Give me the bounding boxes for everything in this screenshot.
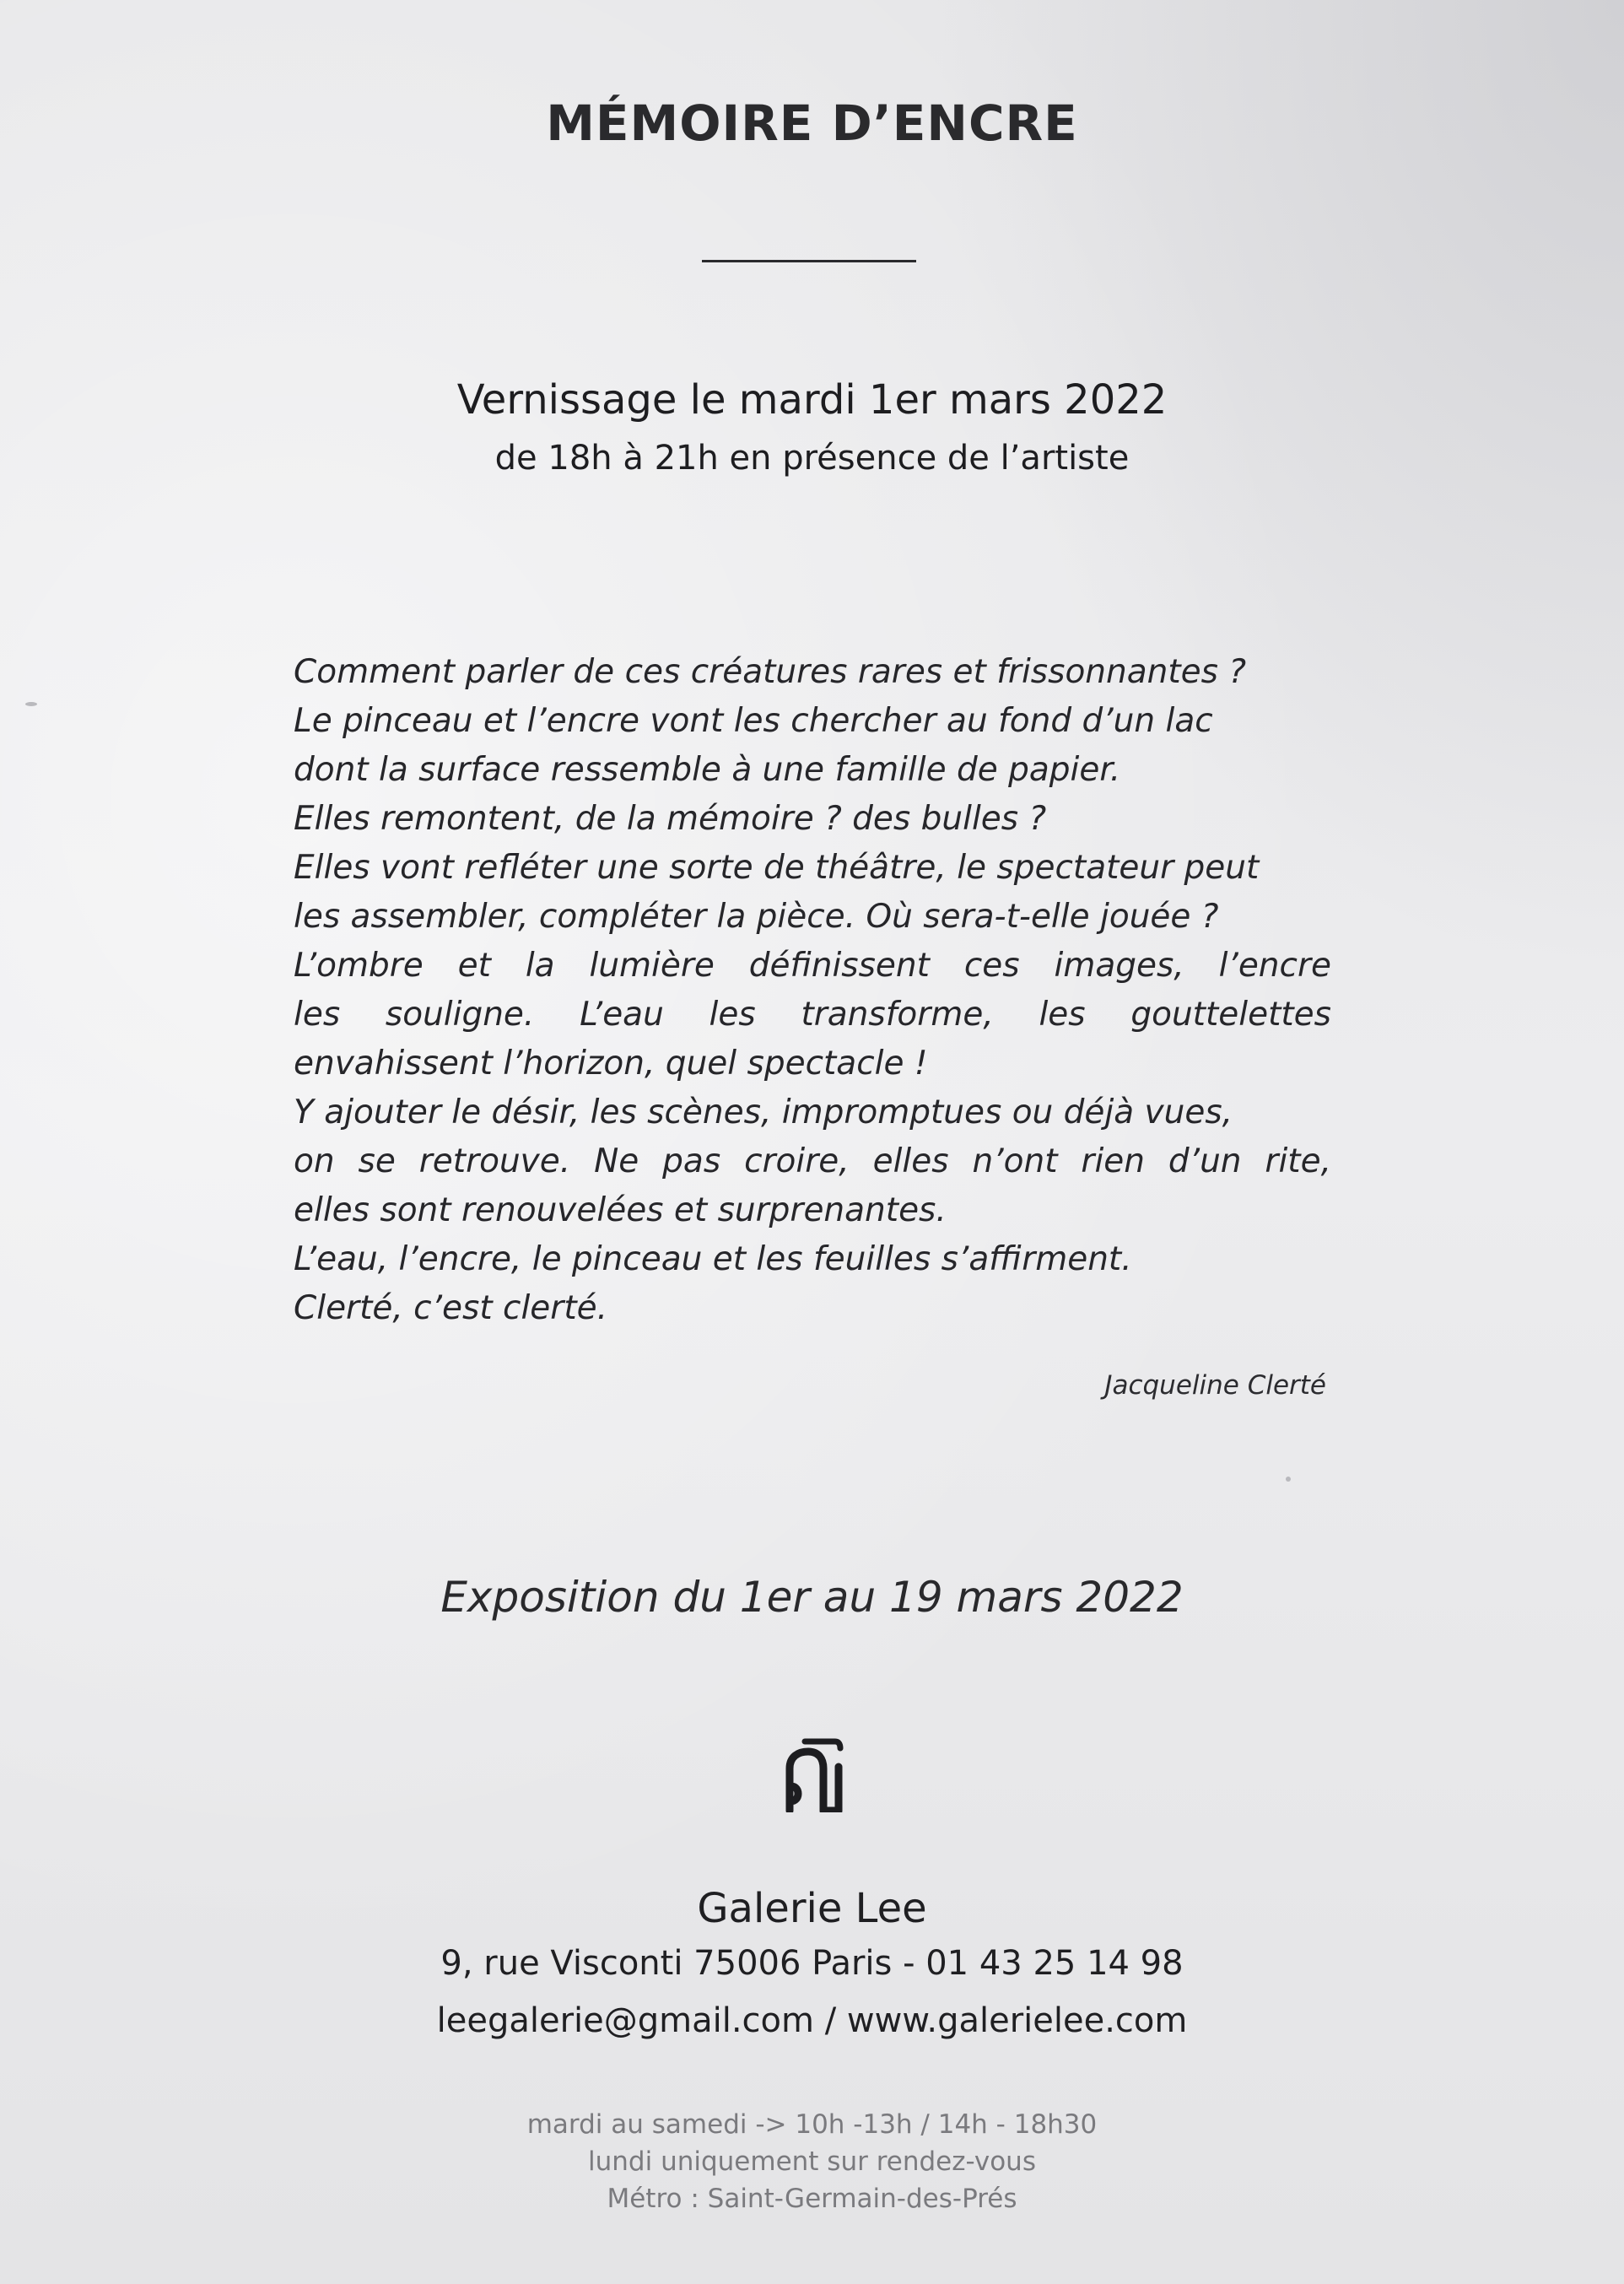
poem-line: Y ajouter le désir, les scènes, impromptues ou déjà vues,	[294, 1093, 1233, 1131]
poem-line: Elles vont refléter une sorte de théâtre, le spectateur peut	[294, 849, 1260, 887]
poem-line: les souligne. L’eau les transforme, les gouttelettes	[294, 996, 1331, 1034]
poem-line: envahissent l’horizon, quel spectacle !	[294, 1045, 928, 1083]
vernissage-hours: de 18h à 21h en présence de l’artiste	[494, 439, 1130, 478]
poem-text	[294, 648, 1331, 1333]
opening-hours: mardi au samedi -> 10h -13h / 14h - 18h30	[526, 2109, 1098, 2140]
gallery-name: Galerie Lee	[697, 1885, 927, 1932]
paper-speck	[25, 702, 37, 706]
poem-line: Le pinceau et l’encre vont les chercher au fond d’un lac	[294, 702, 1213, 740]
gallery-practical-info	[0, 2106, 1624, 2217]
metro-station: Métro : Saint-Germain-des-Prés	[607, 2184, 1017, 2214]
poem-line: elles sont renouvelées et surprenantes.	[294, 1191, 947, 1229]
galerie-lee-logo-icon	[783, 1736, 845, 1812]
paper-speck	[1286, 1477, 1291, 1482]
poem-line: Elles remontent, de la mémoire ? des bulles ?	[294, 800, 1047, 838]
poem-line: L’ombre et la lumière définissent ces images, l’encre	[294, 947, 1331, 985]
poem-line: L’eau, l’encre, le pinceau et les feuilles s’affirment.	[294, 1240, 1132, 1278]
poem-line: dont la surface ressemble à une famille de papier.	[294, 751, 1121, 789]
exhibition-dates: Exposition du 1er au 19 mars 2022	[440, 1573, 1184, 1622]
poem-line: on se retrouve. Ne pas croire, elles n’ont rien d’un rite,	[294, 1142, 1331, 1180]
appointment-note: lundi uniquement sur rendez-vous	[588, 2146, 1036, 2177]
title-divider	[702, 260, 916, 262]
vernissage-date: Vernissage le mardi 1er mars 2022	[456, 376, 1168, 424]
exhibition-title: MÉMOIRE D’ENCRE	[546, 94, 1078, 152]
poem-line: Comment parler de ces créatures rares et frissonnantes ?	[294, 653, 1247, 691]
gallery-contact: leegalerie@gmail.com / www.galerielee.com	[436, 2001, 1188, 2040]
poem-line: les assembler, compléter la pièce. Où sera-t-elle jouée ?	[294, 898, 1219, 936]
poem-signature: Jacqueline Clerté	[1104, 1370, 1326, 1401]
gallery-address: 9, rue Visconti 75006 Paris - 01 43 25 14 98	[440, 1944, 1184, 1983]
poem-line: Clerté, c’est clerté.	[294, 1289, 608, 1327]
